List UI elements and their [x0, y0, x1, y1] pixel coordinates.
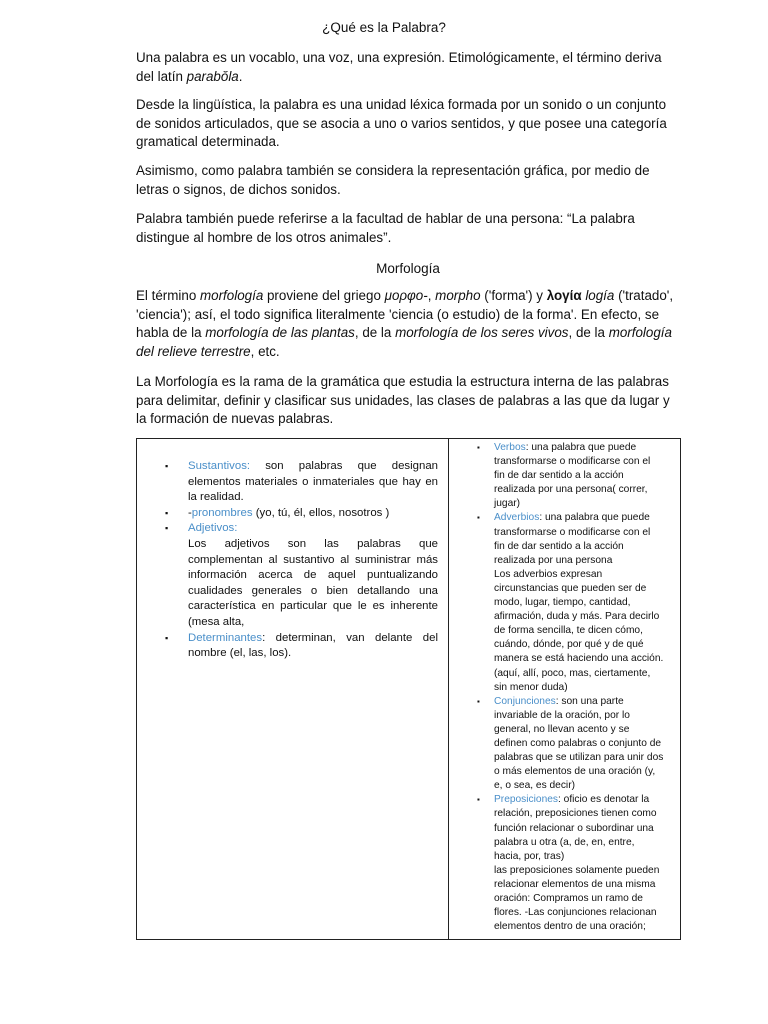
section-title: Morfología	[376, 261, 440, 276]
item-line: : son una parte	[555, 695, 624, 707]
item-line: general, no llevan acento y se	[494, 723, 630, 735]
table-cell-right	[449, 439, 681, 940]
list-item-adjetivos	[157, 521, 438, 630]
italic-term: morfología de los seres vivos	[395, 325, 569, 341]
item-text: -	[188, 506, 192, 519]
term-verbos: Verbos	[494, 442, 526, 453]
paragraph-etymology	[136, 287, 681, 361]
item-line: flores. -Las conjunciones relacionan	[494, 907, 657, 919]
item-line: Los adverbios expresan	[494, 568, 603, 580]
paragraph-graphic: Asimismo, como palabra también se considera la representación gráfica, por medio de letras o signos, de dichos sonidos.	[136, 163, 650, 197]
text: , de la	[568, 325, 609, 341]
item-line: función relacionar o subordinar una	[494, 822, 654, 834]
term-sustantivos: Sustantivos:	[188, 460, 251, 472]
item-line: : una palabra que puede	[539, 512, 650, 524]
text: ,	[427, 288, 436, 303]
text: ('forma') y	[480, 288, 547, 303]
term-adjetivos: ▪ Adjetivos:	[188, 522, 238, 535]
text: , etc.	[250, 343, 280, 359]
left-list	[157, 459, 438, 662]
item-line: relacionar elementos de una misma	[494, 878, 656, 890]
item-line: manera se está haciendo una acción.	[494, 653, 664, 665]
item-line: transformarse o modificarse con el	[494, 456, 651, 468]
item-line: hacia, por, tras)	[494, 850, 565, 862]
item-line: fin de dar sentido a la acción	[494, 540, 624, 552]
greek-term: λογία	[546, 288, 582, 303]
text: Una palabra es un vocablo, una voz, una expresión. Etimológicamente, el término deriva del latín	[136, 50, 662, 84]
page-title: ¿Qué es la Palabra?	[322, 20, 446, 35]
item-line: : oficio es denotar la	[558, 794, 650, 806]
term-determinantes: Determinantes	[188, 631, 263, 644]
list-item-sustantivos	[157, 459, 438, 506]
list-item-determinantes	[157, 631, 438, 662]
item-line: definen como palabras o conjunto de	[494, 737, 662, 749]
paragraph-linguistics: Desde la lingüística, la palabra es una unidad léxica formada por un sonido o un conjunto de sonidos articulados, que se asocia a uno o varios sentidos, y que posee una categoría gramatical determinada.	[136, 97, 667, 150]
italic-term: morfología de las plantas	[205, 325, 355, 341]
italic-term: morpho	[435, 288, 481, 303]
item-text: Los adjetivos son las palabras que complementan al sustantivo al suministrar más información acerca de aquel puntualizando cualidades generales o bien detallando una característica en particular que le es inherente (mesa alta,	[188, 537, 438, 628]
item-line: afirmación, duda y más. Para decirlo	[494, 611, 660, 623]
item-line: circunstancias que pueden ser de	[494, 582, 647, 594]
item-line: (aquí, allí, poco, mas, ciertamente,	[494, 667, 651, 679]
term-adverbios: Adverbios	[494, 512, 540, 524]
item-line: las preposiciones solamente pueden	[494, 864, 660, 876]
item-line: : una palabra que puede	[525, 442, 637, 453]
item-line: realizada por una persona	[494, 554, 613, 566]
item-line: elementos dentro de una oración;	[494, 921, 646, 933]
text: , de la	[354, 325, 396, 341]
term-pronombres: pronombres	[191, 506, 253, 519]
right-list	[455, 441, 676, 934]
item-line: modo, lugar, tiempo, cantidad,	[494, 597, 631, 609]
list-item-verbos	[455, 441, 676, 511]
item-line: relación, preposiciones tienen como	[494, 808, 657, 820]
paragraph-faculty: Palabra también puede referirse a la facultad de hablar de una persona: “La palabra distingue al hombre de los otros animales”.	[136, 211, 635, 245]
list-item-pronombres	[157, 506, 438, 522]
italic-term: parabŏla	[186, 68, 239, 84]
item-text: (yo, tú, él, ellos, nosotros )	[252, 506, 390, 519]
text: ('tratado', 'ciencia'); así, el todo significa literalmente 'ciencia (o estudio) de la forma'. En efecto, se habla de la	[136, 288, 674, 341]
item-line: fin de dar sentido a la acción	[494, 470, 624, 482]
table-cell-left	[137, 439, 449, 940]
term-preposiciones: Preposiciones	[494, 794, 558, 806]
item-line: transformarse o modificarse con el	[494, 526, 651, 538]
item-line: realizada por una persona( correr,	[494, 484, 648, 496]
term-conjunciones: Conjunciones	[494, 695, 556, 707]
item-line: palabras que se utilizan para unir dos	[494, 752, 664, 764]
item-line: cuándo, dónde, por qué y de qué	[494, 639, 644, 651]
list-item-conjunciones	[455, 695, 676, 794]
italic-term: morfología	[200, 288, 264, 303]
italic-term: logía	[585, 288, 615, 303]
item-text: : determinan, van delante del nombre (el, las, los).	[188, 631, 438, 660]
item-line: oración: Compramos un ramo de	[494, 893, 643, 904]
item-text: son palabras que designan elementos materiales o inmateriales que hay en la realidad.	[188, 460, 438, 504]
item-line: e, o sea, es decir)	[494, 780, 575, 792]
item-line: jugar)	[494, 498, 521, 510]
list-item-preposiciones	[455, 793, 676, 934]
item-line: sin menor duda)	[494, 681, 568, 693]
item-line: de forma sencilla, te dicen cómo,	[494, 625, 643, 637]
text: .	[238, 68, 243, 84]
list-item-adverbios	[455, 511, 676, 694]
italic-term: morfología del relieve terrestre	[136, 325, 672, 359]
item-line: o más elementos de una oración (y,	[494, 766, 656, 778]
item-line: invariable de la oración, por lo	[494, 709, 630, 721]
greek-term: μορφο-	[384, 288, 428, 303]
word-classes-table	[136, 438, 681, 940]
text: proviene del griego	[263, 288, 385, 303]
paragraph-morphology: La Morfología es la rama de la gramática que estudia la estructura interna de las palabras para delimitar, definir y clasificar sus unidades, las clases de palabras a las que da lugar y la formación de nuevas palabras.	[136, 374, 670, 427]
text: El término	[136, 288, 200, 303]
item-line: palabra u otra (a, de, en, entre,	[494, 836, 635, 848]
paragraph-definition	[136, 49, 681, 86]
